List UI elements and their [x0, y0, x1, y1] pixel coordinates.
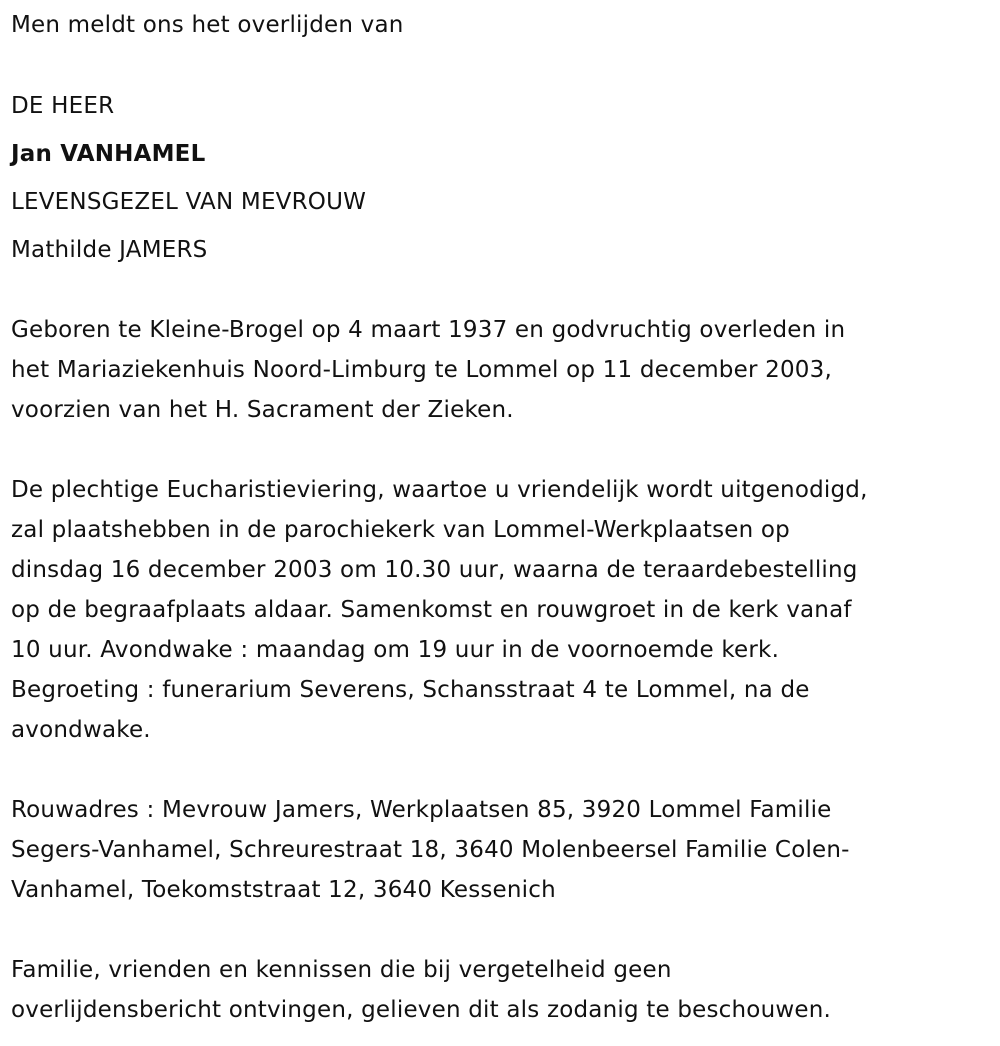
paragraph-line: zal plaatshebben in de parochiekerk van Lommel-Werkplaatsen op	[11, 517, 790, 543]
partner-name: Mathilde JAMERS	[11, 237, 208, 263]
paragraph-line: Segers-Vanhamel, Schreurestraat 18, 3640 Molenbeersel Familie Colen-	[11, 837, 850, 863]
paragraph-line: dinsdag 16 december 2003 om 10.30 uur, waarna de teraardebestelling	[11, 557, 858, 583]
paragraph-line: Familie, vrienden en kennissen die bij vergetelheid geen	[11, 957, 672, 983]
paragraph-line: 10 uur. Avondwake : maandag om 19 uur in de voornoemde kerk.	[11, 637, 780, 663]
paragraph-line: Geboren te Kleine-Brogel op 4 maart 1937 en godvruchtig overleden in	[11, 317, 846, 343]
paragraph-line: voorzien van het H. Sacrament der Zieken.	[11, 397, 514, 423]
paragraph-line: op de begraafplaats aldaar. Samenkomst en rouwgroet in de kerk vanaf	[11, 597, 852, 623]
deceased-name: Jan VANHAMEL	[11, 141, 206, 167]
intro-text: Men meldt ons het overlijden van	[11, 12, 404, 38]
paragraph-line: Begroeting : funerarium Severens, Schansstraat 4 te Lommel, na de	[11, 677, 810, 703]
title-prefix: DE HEER	[11, 93, 115, 119]
paragraph-line: Rouwadres : Mevrouw Jamers, Werkplaatsen 85, 3920 Lommel Familie	[11, 797, 832, 823]
relation-text: LEVENSGEZEL VAN MEVROUW	[11, 189, 367, 215]
paragraph-line: De plechtige Eucharistieviering, waartoe u vriendelijk wordt uitgenodigd,	[11, 477, 868, 503]
paragraph-line: overlijdensbericht ontvingen, gelieven dit als zodanig te beschouwen.	[11, 997, 831, 1023]
paragraph-line: avondwake.	[11, 717, 151, 743]
paragraph-line: Vanhamel, Toekomststraat 12, 3640 Kessenich	[11, 877, 556, 903]
paragraph-line: het Mariaziekenhuis Noord-Limburg te Lommel op 11 december 2003,	[11, 357, 832, 383]
